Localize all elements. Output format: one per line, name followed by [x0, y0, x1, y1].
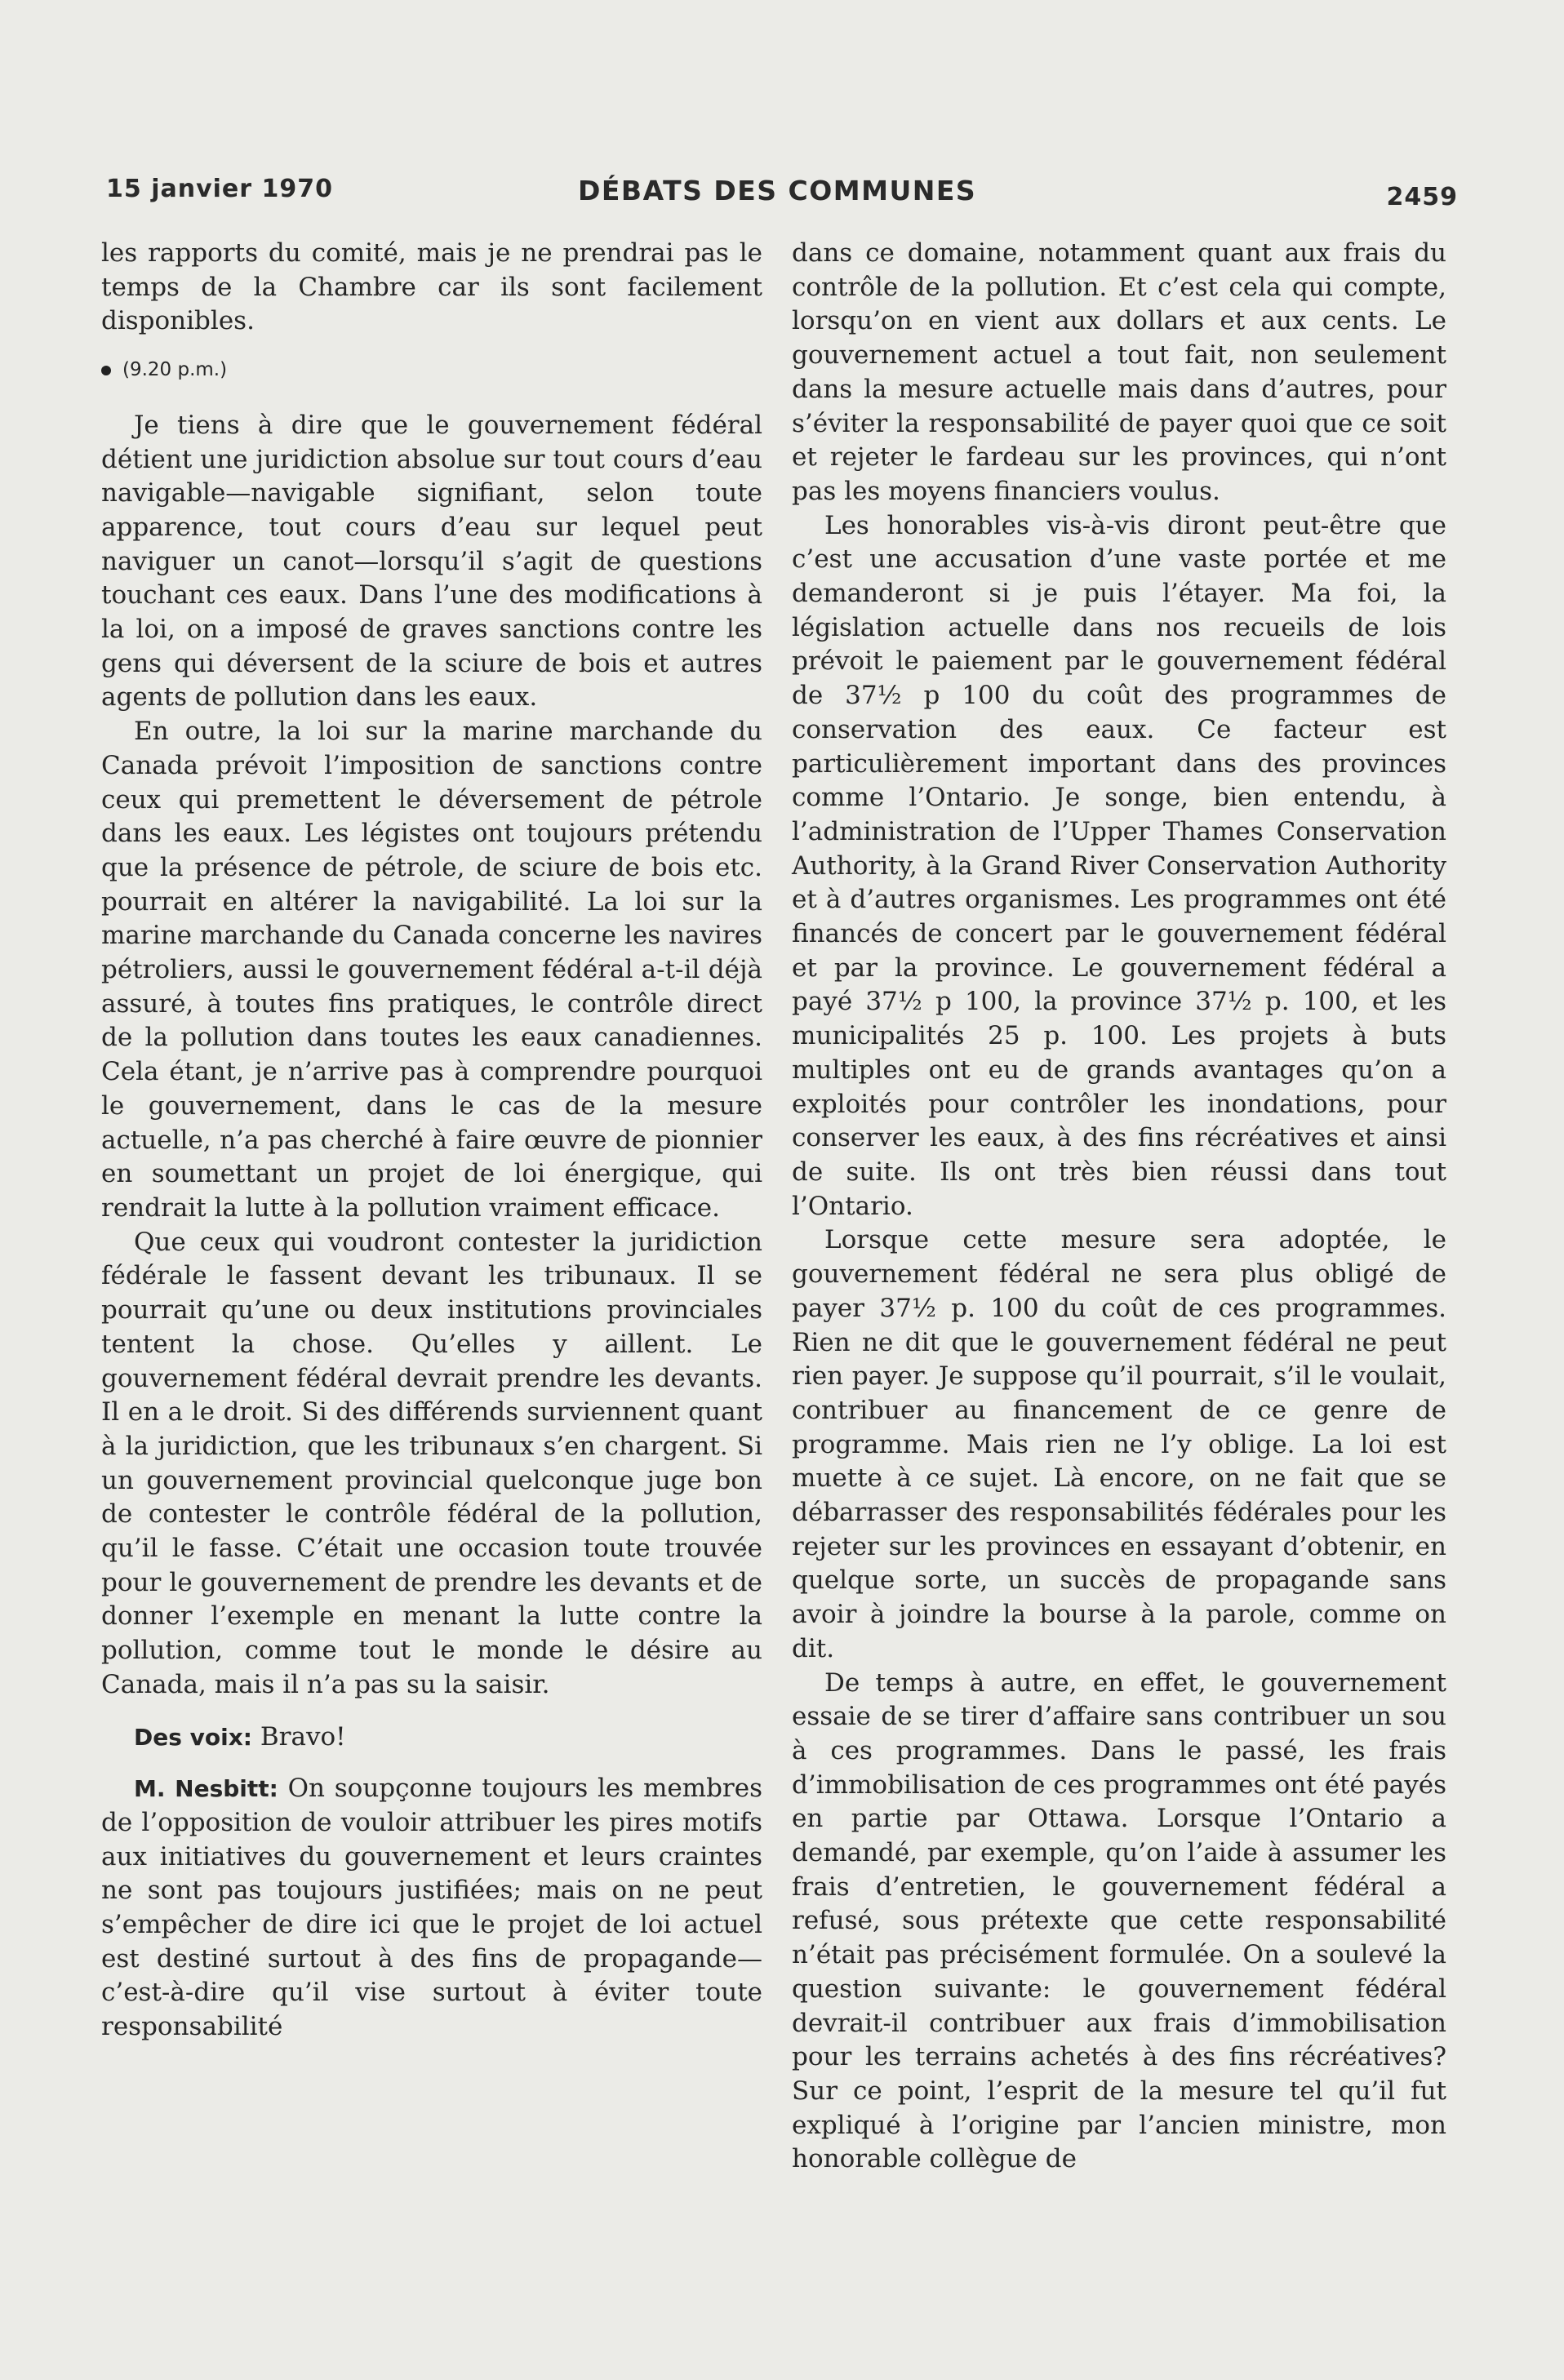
paragraph: Lorsque cette mesure sera adoptée, le gouvernement fédéral ne sera plus obligé de payer 37½ p. 100 du coût de ces programmes. Rien ne dit que le gouvernement fédéral ne peut rien payer. Je suppose qu’il pourrait, s’il le voulait, contribuer au financement de ce genre de programme. Mais rien ne l’y oblige. La loi est muette à ce sujet. Là encore, on ne fait que se débarrasser des responsabilités fédérales pour les rejeter sur les provinces en essayant d’obtenir, en quelque sorte, un succès de propagande sans avoir à joindre la bourse à la parole, comme on dit.: [792, 1225, 1446, 1663]
speaker-paragraph: [101, 1772, 762, 2045]
bullet-icon: [101, 366, 111, 375]
paragraph: De temps à autre, en effet, le gouvernement essaie de se tirer d’affaire sans contribuer un sou à ces programmes. Dans le passé, les frais d’immobilisation de ces programmes ont été payés en partie par Ottawa. Lorsque l’Ontario a demandé, par exemple, qu’on l’aide à assumer les frais d’entretien, le gouvernement fédéral a refusé, sous prétexte que cette responsabilité n’était pas précisément formulée. On a soulevé la question suivante: le gouvernement fédéral devrait-il contribuer aux frais d’immobilisation pour les terrains achetés à des fins récréatives? Sur ce point, l’esprit de la mesure tel qu’il fut expliqué à l’origine par l’ancien ministre, mon honorable collègue de: [792, 1667, 1446, 2174]
speaker-text: Bravo!: [260, 1721, 346, 1752]
header-date: 15 janvier 1970: [106, 175, 333, 203]
header-title: DÉBATS DES COMMUNES: [578, 175, 977, 206]
paragraph: Que ceux qui voudront contester la juridiction fédérale le fassent devant les tribunaux. Il se pourrait qu’une ou deux institutions provinciales tentent la chose. Qu’elles y aillent. Le gouvernement fédéral devrait prendre les devants. Il en a le droit. Si des différends surviennent quant à la juridiction, que les tribunaux s’en chargent. Si un gouvernement provincial quelconque juge bon de contester le contrôle fédéral de la pollution, qu’il le fasse. C’était une occasion toute trouvée pour le gouvernement de prendre les devants et de donner l’exemple en menant la lutte contre la pollution, comme tout le monde le désire au Canada, mais il n’a pas su la saisir.: [101, 1227, 762, 1699]
speaker-name: M. Nesbitt:: [134, 1775, 278, 1803]
time-marker: [101, 353, 762, 388]
paragraph: les rapports du comité, mais je ne prendrai pas le temps de la Chambre car ils sont facilement disponibles.: [101, 238, 762, 336]
paragraph: Je tiens à dire que le gouvernement fédéral détient une juridiction absolue sur tout cours d’eau navigable—navigable signifiant, selon toute apparence, tout cours d’eau sur lequel peut naviguer un canot—lorsqu’il s’agit de questions touchant ces eaux. Dans l’une des modifications à la loi, on a imposé de graves sanctions contre les gens qui déversent de la sciure de bois et autres agents de pollution dans les eaux.: [101, 410, 762, 713]
speaker-text: On soupçonne toujours les membres de l’opposition de vouloir attribuer les pires motifs aux initiatives du gouvernement et leurs craintes ne sont pas toujours justifiées; mais on ne peut s’empêcher de dire ici que le projet de loi actuel est destiné surtout à des fins de propagande—c’est-à-dire qu’il vise surtout à éviter toute responsabilité: [101, 1774, 762, 2042]
page-number: 2459: [1386, 183, 1458, 211]
paragraph: En outre, la loi sur la marine marchande du Canada prévoit l’imposition de sanctions contre ceux qui premettent le déversement de pétrole dans les eaux. Les légistes ont toujours prétendu que la présence de pétrole, de sciure de bois etc. pourrait en altérer la navigabilité. La loi sur la marine marchande du Canada concerne les navires pétroliers, aussi le gouvernement fédéral a-t-il déjà assuré, à toutes fins pratiques, le contrôle direct de la pollution dans toutes les eaux canadiennes. Cela étant, je n’arrive pas à comprendre pourquoi le gouvernement, dans le cas de la mesure actuelle, n’a pas cherché à faire œuvre de pionnier en soumettant un projet de loi énergique, qui rendrait la lutte à la pollution vraiment efficace.: [101, 717, 762, 1223]
speaker-name: Des voix:: [134, 1723, 252, 1751]
paragraph: Les honorables vis-à-vis diront peut-être que c’est une accusation d’une vaste portée et me demanderont si je puis l’étayer. Ma foi, la législation actuelle dans nos recueils de lois prévoit le paiement par le gouvernement fédéral de 37½ p 100 du coût des programmes de conservation des eaux. Ce facteur est particulièrement important dans des provinces comme l’Ontario. Je songe, bien entendu, à l’administration de l’Upper Thames Conservation Authority, à la Grand River Conservation Authority et à d’autres organismes. Les programmes ont été financés de concert par le gouvernement fédéral et par la province. Le gouvernement fédéral a payé 37½ p 100, la province 37½ p. 100, et les municipalités 25 p. 100. Les projets à buts multiples ont eu de grands avantages qu’on a exploités pour contrôler les inondations, pour conserver les eaux, à des fins récréatives et ainsi de suite. Ils ont très bien réussi dans tout l’Ontario.: [792, 510, 1446, 1221]
time-marker-text: (9.20 p.m.): [122, 359, 228, 381]
page-header: [106, 171, 1458, 212]
left-column: [101, 237, 762, 2045]
paragraph: dans ce domaine, notamment quant aux frais du contrôle de la pollution. Et c’est cela qui compte, lorsqu’on en vient aux dollars et aux cents. Le gouvernement actuel a tout fait, non seulement dans la mesure actuelle mais dans d’autres, pour s’éviter la responsabilité de payer quoi que ce soit et rejeter le fardeau sur les provinces, qui n’ont pas les moyens financiers voulus.: [792, 238, 1446, 506]
right-column: [792, 237, 1446, 2177]
speaker-paragraph: [101, 1721, 762, 1755]
